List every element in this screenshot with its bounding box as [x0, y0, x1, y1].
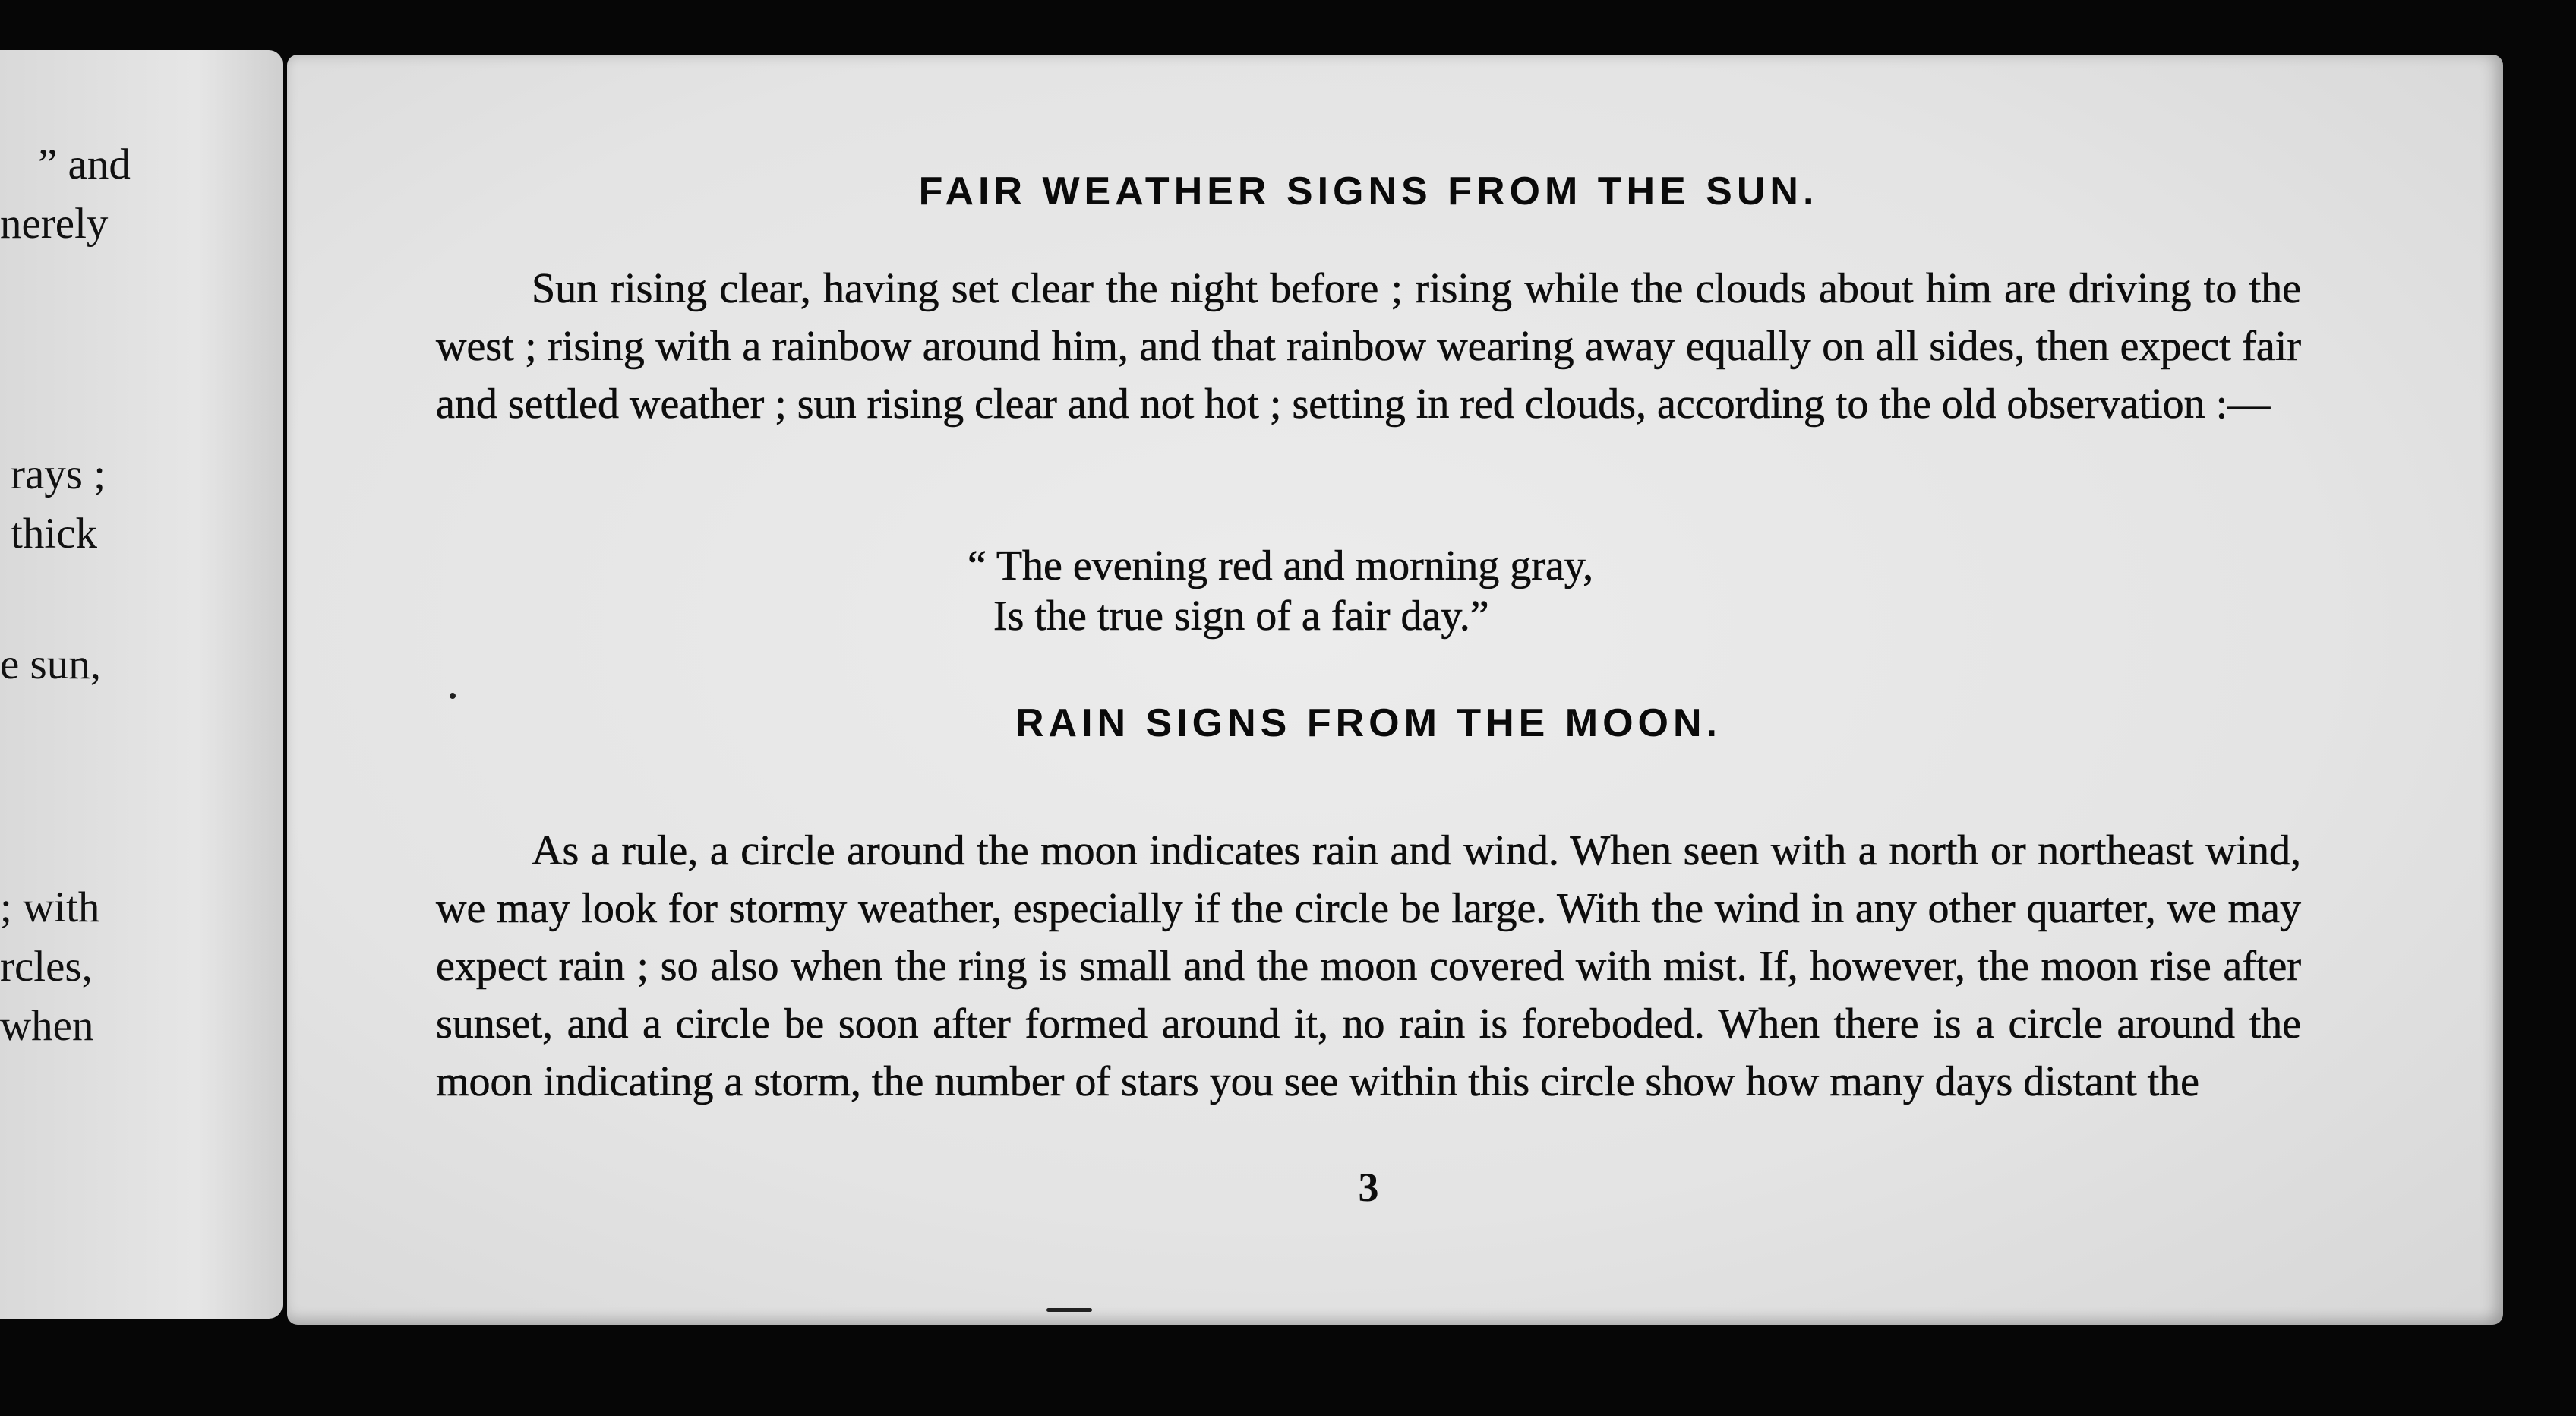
book-page	[287, 55, 2503, 1325]
left-page-text: rays ;	[11, 450, 106, 498]
ink-speck	[1046, 1308, 1092, 1312]
left-page-text: ” and	[38, 141, 131, 188]
paragraph-sun-signs: Sun rising clear, having set clear the night before ; rising while the clouds about him are driving to the west ; rising with a rainbow around him, and that rainbow wearing away equally on all sides, then expect fair and settled weather ; sun rising clear and not hot ; setting in red clouds, according to the old observation :—	[436, 265, 2301, 428]
verse-line-1: “ The evening red and morning gray,	[968, 542, 1594, 589]
left-page-text: when	[0, 1002, 94, 1050]
page-number: 3	[1358, 1165, 1379, 1210]
left-page-text: nerely	[0, 200, 109, 248]
paragraph-moon-signs: As a rule, a circle around the moon indicates rain and wind. When seen with a north or northeast wind, we may look for stormy weather, especially if the circle be large. With the wind in any other quarter, we may expect rain ; so also when the ring is small and the moon covered with mist. If, however, the moon rise after sunset, and a circle be soon after formed around it, no rain is foreboded. When there is a circle around the moon indicating a storm, the number of stars you see within this circle show how many days distant the	[436, 827, 2301, 1105]
heading-fair-weather-sun: FAIR WEATHER SIGNS FROM THE SUN.	[918, 169, 1819, 213]
verse-line-2: Is the true sign of a fair day.”	[993, 593, 1489, 640]
left-page-text: thick	[11, 510, 97, 558]
left-page-text: e sun,	[0, 640, 101, 688]
ink-speck	[450, 693, 456, 699]
left-page-fragment	[0, 50, 283, 1319]
left-page-text: rcles,	[0, 943, 93, 991]
heading-rain-moon: RAIN SIGNS FROM THE MOON.	[1015, 701, 1722, 745]
verse-quotation	[436, 541, 2301, 641]
left-page-text: ; with	[0, 883, 100, 931]
